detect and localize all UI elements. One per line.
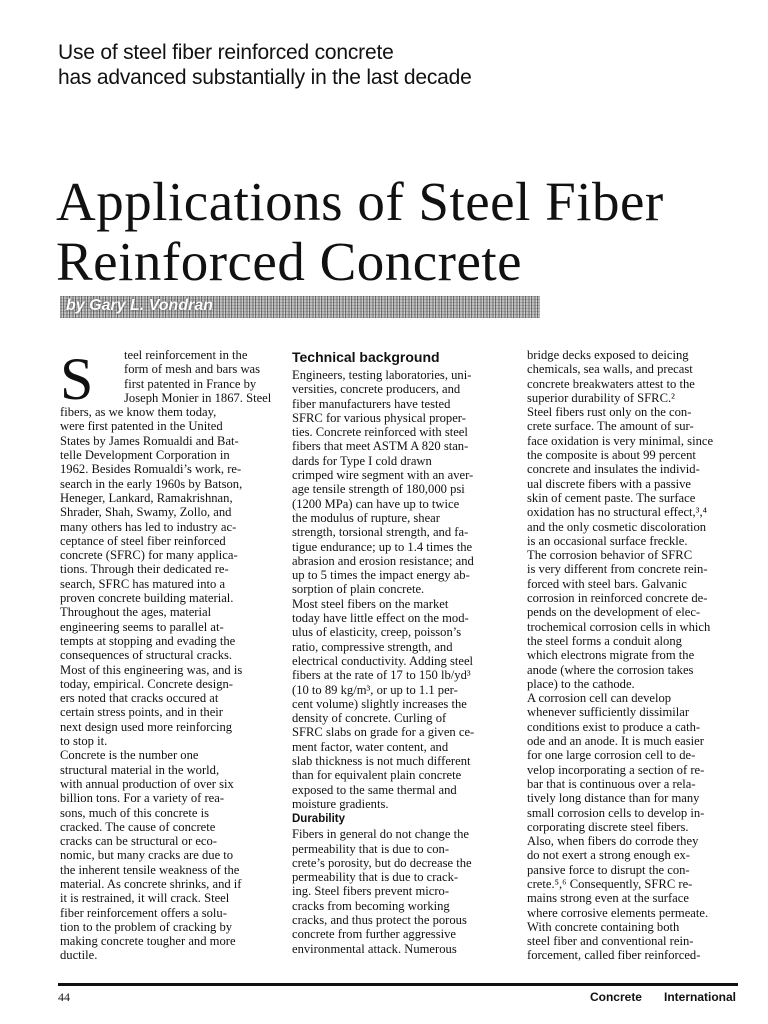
text-line: permeability that is due to crack- bbox=[292, 870, 459, 885]
text-line: 1962. Besides Romualdi’s work, re- bbox=[60, 462, 242, 477]
text-line: corrosion in reinforced concrete de- bbox=[527, 591, 708, 606]
text-line: bar that is continuous over a rela- bbox=[527, 776, 696, 791]
text-line: face oxidation is very minimal, since bbox=[527, 433, 714, 448]
text-line: Throughout the ages, material bbox=[60, 605, 212, 620]
text-line: electrical conductivity. Adding steel bbox=[292, 653, 474, 668]
text-line: corporating discrete steel fibers. bbox=[527, 819, 689, 834]
text-line: fiber reinforcement offers a solu- bbox=[60, 905, 227, 920]
text-line: (10 to 89 kg/m³, or up to 1.1 per- bbox=[292, 682, 458, 697]
text-line: where corrosive elements permeate. bbox=[527, 905, 709, 920]
text-line: many others has led to industry ac- bbox=[60, 519, 237, 534]
text-line: material. As concrete shrinks, and if bbox=[60, 876, 242, 891]
text-line: crete.⁵,⁶ Consequently, SFRC re- bbox=[527, 876, 693, 891]
text-line: Shrader, Shah, Swamy, Zollo, and bbox=[60, 505, 232, 520]
text-line: which electrons migrate from the bbox=[527, 648, 695, 663]
text-line: do not exert a strong enough ex- bbox=[527, 848, 690, 863]
text-line: age tensile strength of 180,000 psi bbox=[292, 482, 465, 497]
text-line: today, empirical. Concrete design- bbox=[60, 676, 233, 691]
text-line: is very different from concrete rein- bbox=[527, 562, 708, 577]
text-line: Engineers, testing laboratories, uni- bbox=[292, 368, 472, 382]
text-line: concrete and insulates the individ- bbox=[527, 462, 700, 477]
text-line: Steel fibers rust only on the con- bbox=[527, 405, 692, 420]
text-line: nomic, but many cracks are due to bbox=[60, 848, 234, 863]
text-line: Fibers in general do not change the bbox=[292, 827, 469, 842]
text-line: Most steel fibers on the market bbox=[292, 596, 449, 611]
text-line: search in the early 1960s by Batson, bbox=[60, 476, 243, 491]
text-line: telle Development Corporation in bbox=[60, 448, 230, 463]
text-line: With concrete containing both bbox=[527, 919, 680, 934]
text-line: search, SFRC has matured into a bbox=[60, 576, 226, 591]
magazine-name-part: Concrete bbox=[589, 990, 642, 1004]
text-line: Joseph Monier in 1867. Steel bbox=[124, 390, 272, 405]
text-line: conditions exist to produce a cath- bbox=[527, 719, 701, 734]
text-line: anode (where the corrosion takes bbox=[527, 662, 694, 677]
column-2-body-b bbox=[292, 827, 504, 956]
text-line: crimped wire segment with an aver- bbox=[292, 468, 474, 483]
magazine-name bbox=[590, 990, 736, 1004]
text-line: (1200 MPa) can have up to twice bbox=[292, 496, 460, 511]
text-line: the composite is about 99 percent bbox=[527, 448, 696, 463]
deck bbox=[58, 40, 698, 90]
text-line: mains strong even at the surface bbox=[527, 891, 689, 906]
section-heading: Technical background bbox=[292, 349, 440, 365]
byline-banner bbox=[60, 296, 540, 318]
text-line: tempts at stopping and evading the bbox=[60, 633, 236, 648]
text-line: The corrosion behavior of SFRC bbox=[527, 548, 693, 563]
text-line: bridge decks exposed to deicing bbox=[527, 348, 689, 362]
text-line: steel fiber and conventional rein- bbox=[527, 934, 694, 949]
text-line: ers noted that cracks occured at bbox=[60, 691, 219, 706]
text-line: superior durability of SFRC.² bbox=[527, 390, 675, 405]
text-line: Heneger, Lankard, Ramakrishnan, bbox=[60, 490, 233, 505]
text-line: States by James Romualdi and Bat- bbox=[60, 433, 239, 448]
text-line: making concrete tougher and more bbox=[60, 934, 236, 949]
text-line: the inherent tensile weakness of the bbox=[60, 862, 240, 877]
text-line: ratio, compressive strength, and bbox=[292, 639, 453, 654]
drop-cap: S bbox=[60, 346, 94, 412]
text-line: with annual production of over six bbox=[60, 776, 234, 791]
text-line: small corrosion cells to develop in- bbox=[527, 805, 705, 820]
text-line: concrete from further aggressive bbox=[292, 927, 456, 942]
text-line: trochemical corrosion cells in which bbox=[527, 619, 711, 634]
text-line: the modulus of rupture, shear bbox=[292, 510, 440, 525]
text-line: skin of cement paste. The surface bbox=[527, 490, 696, 505]
text-line: engineering seems to parallel at- bbox=[60, 619, 224, 634]
text-line: fibers at the rate of 17 to 150 lb/yd³ bbox=[292, 668, 471, 683]
text-line: Most of this engineering was, and is bbox=[60, 662, 243, 677]
byline: by Gary L. Vondran bbox=[66, 297, 213, 314]
text-line: teel reinforcement in the bbox=[124, 348, 248, 362]
text-line: consequences of structural cracks. bbox=[60, 648, 233, 663]
footer-rule bbox=[58, 983, 738, 986]
text-line: fiber manufacturers have tested bbox=[292, 396, 451, 411]
text-line: cracks, and thus protect the porous bbox=[292, 912, 467, 927]
text-line: today have little effect on the mod- bbox=[292, 611, 469, 626]
text-line: concrete (SFRC) for many applica- bbox=[60, 548, 238, 563]
text-line: crete surface. The amount of sur- bbox=[527, 419, 694, 434]
text-line: forcement, called fiber reinforced- bbox=[527, 948, 701, 963]
text-line: tion to the problem of cracking by bbox=[60, 919, 233, 934]
text-line: permeability that is due to con- bbox=[292, 841, 450, 856]
title-line: Applications of Steel Fiber bbox=[56, 171, 664, 232]
text-line: first patented in France by bbox=[124, 376, 257, 391]
text-line: Also, when fibers do corrode they bbox=[527, 834, 699, 849]
text-line: proven concrete building material. bbox=[60, 591, 234, 606]
text-line: pansive force to disrupt the con- bbox=[527, 862, 690, 877]
text-line: velop incorporating a section of re- bbox=[527, 762, 705, 777]
text-line: sons, much of this concrete is bbox=[60, 805, 209, 820]
text-line: strength, torsional strength, and fa- bbox=[292, 525, 469, 540]
text-line: than for equivalent plain concrete bbox=[292, 768, 462, 783]
text-line: cent volume) slightly increases the bbox=[292, 696, 467, 711]
text-line: A corrosion cell can develop bbox=[527, 691, 672, 706]
text-line: concrete breakwaters attest to the bbox=[527, 376, 695, 391]
text-line: structural material in the world, bbox=[60, 762, 220, 777]
text-line: oxidation has no structural effect,³,⁴ bbox=[527, 505, 707, 520]
text-line: cracked. The cause of concrete bbox=[60, 819, 216, 834]
text-line: fibers, as we know them today, bbox=[60, 405, 217, 420]
text-line: form of mesh and bars was bbox=[124, 362, 261, 377]
text-line: certain stress points, and in their bbox=[60, 705, 223, 720]
text-line: and the only cosmetic discoloration bbox=[527, 519, 707, 534]
column-1 bbox=[60, 348, 270, 963]
column-3 bbox=[527, 348, 739, 963]
text-line: cracks can be structural or eco- bbox=[60, 834, 217, 849]
text-line: cracks from becoming working bbox=[292, 898, 450, 913]
text-line: chemicals, sea walls, and precast bbox=[527, 362, 693, 377]
text-line: ties. Concrete reinforced with steel bbox=[292, 425, 468, 440]
text-line: it is restrained, it will crack. Steel bbox=[60, 891, 230, 906]
text-line: Concrete is the number one bbox=[60, 748, 199, 763]
text-line: for one large corrosion cell to de- bbox=[527, 748, 696, 763]
text-line: density of concrete. Curling of bbox=[292, 711, 447, 726]
text-line: to stop it. bbox=[60, 734, 108, 749]
page-number: 44 bbox=[58, 990, 70, 1004]
text-line: next design used more reinforcing bbox=[60, 719, 233, 734]
text-line: ceptance of steel fiber reinforced bbox=[60, 533, 226, 548]
text-line: versities, concrete producers, and bbox=[292, 382, 461, 397]
text-line: environmental attack. Numerous bbox=[292, 941, 457, 956]
text-line: dards for Type I cold drawn bbox=[292, 453, 432, 468]
text-line: abrasion and erosion resistance; and bbox=[292, 553, 474, 568]
text-line: crete’s porosity, but do decrease the bbox=[292, 855, 472, 870]
text-line: place) to the cathode. bbox=[527, 676, 635, 691]
text-line: ductile. bbox=[60, 948, 98, 963]
text-line: billion tons. For a variety of rea- bbox=[60, 791, 225, 806]
title-line: Reinforced Concrete bbox=[56, 231, 523, 292]
text-line: moisture gradients. bbox=[292, 796, 389, 811]
text-line: were first patented in the United bbox=[60, 419, 223, 434]
text-line: forced with steel bars. Galvanic bbox=[527, 576, 687, 591]
text-line: exposed to the same thermal and bbox=[292, 782, 457, 797]
text-line: SFRC slabs on grade for a given ce- bbox=[292, 725, 475, 740]
text-line: sorption of plain concrete. bbox=[292, 582, 425, 597]
text-line: the steel forms a conduit along bbox=[527, 633, 682, 648]
article-title bbox=[56, 172, 736, 292]
text-line: ual discrete fibers with a passive bbox=[527, 476, 692, 491]
text-line: up to 5 times the impact energy ab- bbox=[292, 568, 470, 583]
text-line: fibers that meet ASTM A 820 stan- bbox=[292, 439, 469, 454]
text-line: ulus of elasticity, creep, poisson’s bbox=[292, 625, 462, 640]
text-line: ment factor, water content, and bbox=[292, 739, 449, 754]
deck-line: has advanced substantially in the last decade bbox=[58, 66, 472, 89]
column-2-body-a bbox=[292, 368, 504, 811]
text-line: ode and an anode. It is much easier bbox=[527, 734, 704, 749]
text-line: whenever sufficiently dissimilar bbox=[527, 705, 690, 720]
text-line: SFRC for various physical proper- bbox=[292, 410, 466, 425]
text-line: pends on the development of elec- bbox=[527, 605, 701, 620]
magazine-name-part: International bbox=[663, 990, 736, 1004]
column-2 bbox=[292, 348, 504, 956]
text-line: is an occasional surface freckle. bbox=[527, 533, 688, 548]
text-line: tions. Through their dedicated re- bbox=[60, 562, 229, 577]
text-line: ing. Steel fibers prevent micro- bbox=[292, 884, 450, 899]
text-line: tigue endurance; up to 1.4 times the bbox=[292, 539, 473, 554]
text-line: slab thickness is not much different bbox=[292, 754, 471, 769]
deck-line: Use of steel fiber reinforced concrete bbox=[58, 41, 394, 64]
text-line: tively long distance than for many bbox=[527, 791, 700, 806]
subsection-heading: Durability bbox=[292, 813, 346, 826]
